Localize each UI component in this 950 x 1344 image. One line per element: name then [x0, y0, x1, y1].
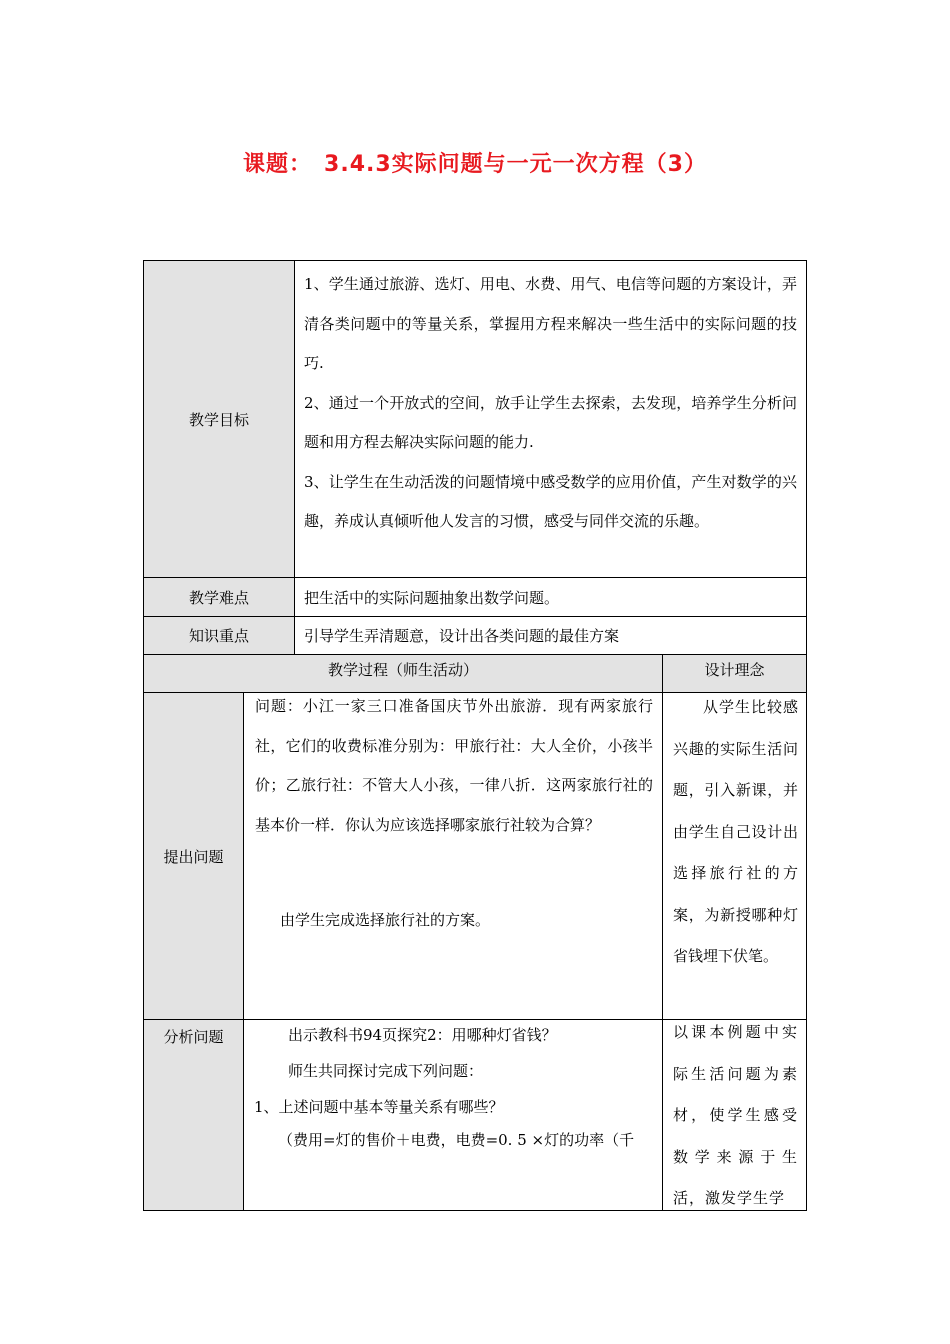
analyze-line: （费用=灯的售价＋电费，电费=0. 5 ×灯的功率（千 — [278, 1131, 635, 1149]
analyze-idea: 以课本例题中实际生活问题为素材，使学生感受数学来源于生活，激发学生学 — [673, 1023, 798, 1207]
objectives-label-cell — [143, 260, 295, 578]
process-header-right: 设计理念 — [704, 661, 765, 679]
analyze-label: 分析问题 — [163, 1028, 224, 1046]
analyze-line: 师生共同探讨完成下列问题： — [288, 1062, 484, 1080]
difficulty-content-cell — [294, 577, 807, 617]
pose-problem-text: 问题：小江一家三口准备国庆节外出旅游．现有两家旅行社，它们的收费标准分别为：甲旅行社：大人全价，小孩半价；乙旅行社：不管大人小孩，一律八折．这两家旅行社的基本价一样．你认为应该选择哪家旅行社较为合算？ — [255, 697, 653, 834]
analyze-line: 1、上述问题中基本等量关系有哪些？ — [254, 1098, 504, 1116]
objective-item: 2、通过一个开放式的空间，放手让学生去探索，去发现，培养学生分析问题和用方程去解决实际问题的能力. — [304, 393, 797, 451]
page-title — [0, 147, 950, 178]
pose-problem-label-cell — [143, 692, 244, 1020]
difficulty-label: 教学难点 — [188, 588, 249, 607]
pose-problem-text2: 由学生完成选择旅行社的方案。 — [280, 911, 491, 929]
objectives-content-cell — [294, 260, 807, 578]
keypoint-label-cell — [143, 616, 295, 655]
analyze-line: 出示教科书94页探究2：用哪种灯省钱？ — [288, 1026, 557, 1044]
objective-item: 3、让学生在生动活泼的问题情境中感受数学的应用价值，产生对数学的兴趣，养成认真倾听他人发言的习惯，感受与同伴交流的乐趣。 — [304, 472, 797, 530]
title-text: 3.4.3实际问题与一元一次方程（3） — [324, 152, 707, 177]
objective-item: 1、学生通过旅游、选灯、用电、水费、用气、电信等问题的方案设计，弄清各类问题中的等量关系，掌握用方程来解决一些生活中的实际问题的技巧. — [304, 275, 797, 372]
keypoint-text: 引导学生弄清题意，设计出各类问题的最佳方案 — [304, 627, 620, 645]
difficulty-text: 把生活中的实际问题抽象出数学问题。 — [304, 588, 560, 607]
difficulty-label-cell — [143, 577, 295, 617]
objectives-list — [295, 261, 806, 542]
pose-problem-label: 提出问题 — [163, 847, 224, 866]
analyze-label-cell — [143, 1019, 244, 1211]
analyze-idea-cell — [662, 1019, 807, 1211]
pose-problem-idea: 从学生比较感兴趣的实际生活问题，引入新课，并由学生自己设计出选择旅行社的方案，为新授哪种灯省钱埋下伏笔。 — [673, 698, 798, 965]
analyze-content-cell — [243, 1019, 663, 1211]
title-prefix: 课题： — [243, 152, 313, 177]
pose-problem-idea-cell — [662, 692, 807, 1020]
pose-problem-content-cell — [243, 692, 663, 1020]
objectives-label: 教学目标 — [188, 410, 249, 429]
keypoint-label: 知识重点 — [188, 627, 249, 645]
process-header-left: 教学过程（师生活动） — [327, 661, 478, 679]
keypoint-content-cell — [294, 616, 807, 655]
